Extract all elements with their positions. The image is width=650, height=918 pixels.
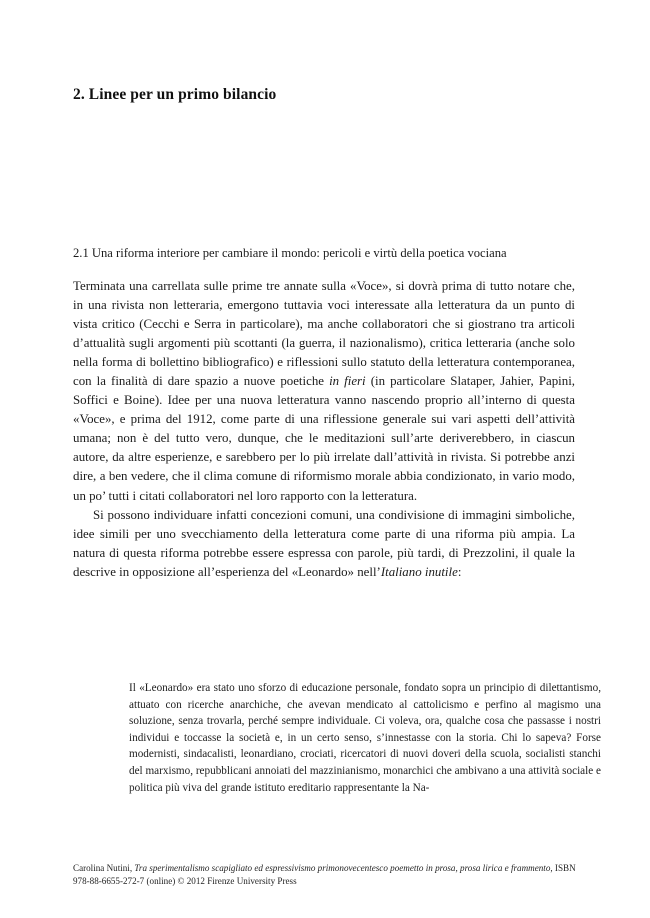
body-paragraph-2-part-2: : — [457, 564, 462, 579]
footer-citation-title: Tra sperimentalismo scapigliato ed espressivismo primonovecentesco poemetto in prosa, prosa lirica e frammento — [134, 863, 551, 873]
body-paragraph-2-italic-italiano-inutile: Italiano inutile — [380, 564, 458, 579]
body-paragraph-2 — [73, 506, 575, 582]
body-paragraph-1-part-2: (in particolare Slataper, Jahier, Papini, Soffici e Boine). Idee per una nuova letteratura vanno nascendo proprio all’interno di questa «Voce», e prima del 1912, come parte di una riflessione generale sui vari aspetti dell’attività umana; non è del tutto vero, dunque, che le meditazioni sull’arte deriverebbero, in ciascun autore, da altre esperienze, e sarebbero per lo più irrelate dall’attività in rivista. Si potrebbe anzi dire, a ben vedere, che il clima comune di riformismo morale abbia condizionato, in vario modo, un po’ tutti i citati collaboratori nel loro rapporto con la letteratura. — [73, 374, 575, 503]
body-paragraph-1-part-1: Terminata una carrellata sulle prime tre annate sulla «Voce», si dovrà prima di tutto notare che, in una rivista non letteraria, emergono tuttavia voci interessate alla letteratura da un punto di vista critico (Cecchi e Serra in particolare), ma anche collaboratori che si giostrano tra articoli d’attualità sugli argomenti più scottanti (la guerra, il nazionalismo), critica letteraria (anche solo nella forma di bollettino bibliografico) e riflessioni sullo statuto della letteratura contemporanea, con la finalità di dare spazio a nuove poetiche — [73, 279, 575, 389]
footer-citation-publication: , ISBN 978-88-6655-272-7 (online) © 2012 Firenze University Press — [73, 863, 576, 886]
body-paragraph-1-italic-in-fieri: in fieri — [329, 374, 366, 389]
footer-citation — [73, 862, 578, 887]
block-quotation-text: Il «Leonardo» era stato uno sforzo di educazione personale, fondato sopra un principio di dilettantismo, attuato con ricerche anarchiche, che avevan mendicato al cattolicismo e perfino al magismo una soluzione, senza trovarla, perché sempre individuale. Ci voleva, ora, qualche cosa che passasse i nostri individui e toccasse la società e, in un certo senso, s’innestasse con la storia. Chi lo sapeva? Forse modernisti, sindacalisti, leonardiano, crociati, ricercatori di nuovi doveri della scuola, socialisti stanchi del marxismo, repubblicani annoiati del mazzinianismo, monarchici che ambivano a una attività sociale e politica più viva del grande istituto ereditario rappresentante la Na- — [129, 682, 601, 794]
section-heading: 2.1 Una riforma interiore per cambiare il mondo: pericoli e virtù della poetica vociana — [73, 246, 507, 261]
body-text-block — [73, 277, 575, 582]
footer-citation-author: Carolina Nutini, — [73, 863, 135, 873]
chapter-heading: 2. Linee per un primo bilancio — [73, 86, 277, 104]
body-paragraph-1 — [73, 277, 575, 506]
block-quotation — [129, 680, 601, 796]
body-paragraph-2-part-1: Si possono individuare infatti concezioni comuni, una condivisione di immagini simboliche, idee simili per uno svecchiamento della letteratura come parte di una riforma più ampia. La natura di questa riforma potrebbe essere espressa con parole, più tardi, di Prezzolini, il quale la descrive in opposizione all’esperienza del «Leonardo» nell’ — [73, 507, 575, 579]
